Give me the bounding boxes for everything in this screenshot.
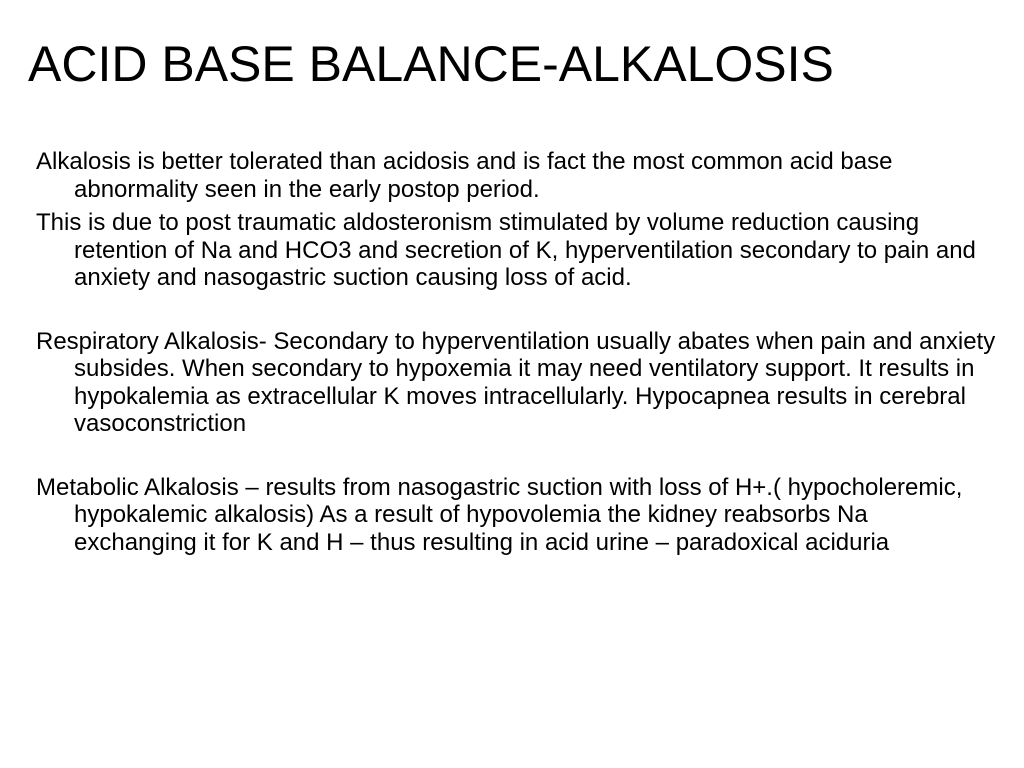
- paragraph-aldosteronism: This is due to post traumatic aldosteronism stimulated by volume reduction causing retention of Na and HCO3 and secretion of K, hyperventilation secondary to pain and anxiety and nasogastric suction causing loss of acid.: [36, 209, 976, 291]
- paragraph-metabolic-alkalosis: Metabolic Alkalosis – results from nasogastric suction with loss of H+.( hypocholeremic, hypokalemic alkalosis) As a result of hypovolemia the kidney reabsorbs Na exchanging it for K and H – thus resulting in acid urine – paradoxical aciduria: [36, 473, 963, 556]
- paragraph-alkalosis-intro: Alkalosis is better tolerated than acidosis and is fact the most common acid base abnormality seen in the early postop period.: [36, 148, 893, 203]
- slide-body: [36, 148, 996, 556]
- paragraph-respiratory-alkalosis: Respiratory Alkalosis- Secondary to hyperventilation usually abates when pain and anxiety subsides. When secondary to hypoxemia it may need ventilatory support. It results in hypokalemia as extracellular K moves intracellularly. Hypocapnea results in cerebral vasoconstriction: [36, 327, 996, 437]
- slide-title: ACID BASE BALANCE-ALKALOSIS: [28, 36, 834, 92]
